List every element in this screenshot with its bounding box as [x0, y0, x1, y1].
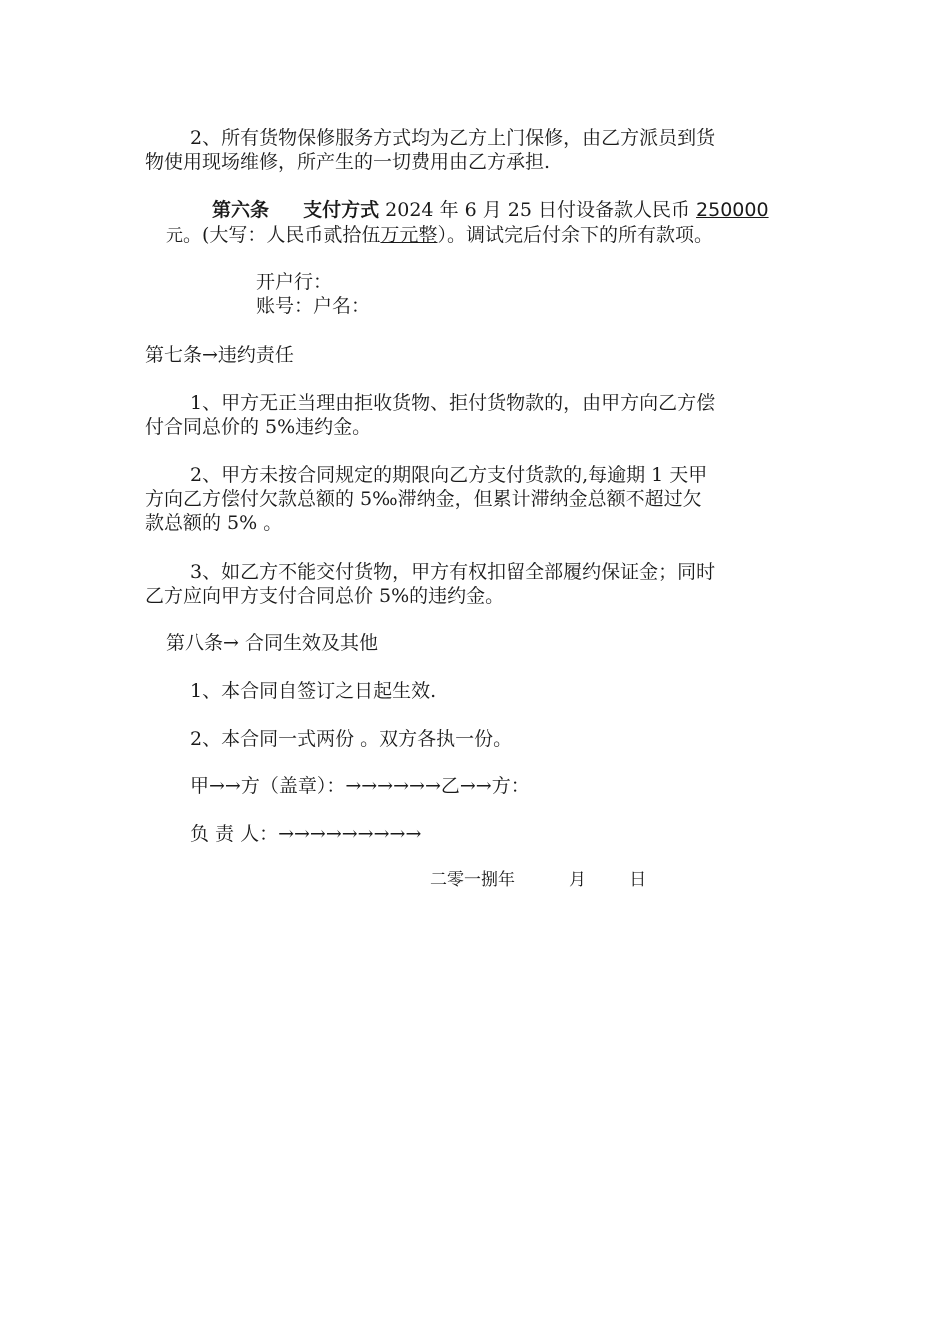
liability-item3-line2: 乙方应向甲方支付合同总价 5%的违约金。 — [145, 585, 505, 607]
liability-item2-line1: 2、甲方未按合同规定的期限向乙方支付货款的,每逾期 1 天甲 — [190, 464, 708, 486]
effect-item1: 1、本合同自签订之日起生效. — [190, 680, 437, 702]
party-signature-line: 甲→→方（盖章）：→→→→→→乙→→方： — [190, 775, 530, 797]
effect-item2: 2、本合同一式两份 。双方各执一份。 — [190, 728, 513, 750]
signing-date: 二零一捌年 月 日 — [430, 870, 647, 890]
payment-date-text: 2024 年 6 月 25 日付设备款人民币 — [385, 199, 697, 221]
liability-item2-line3: 款总额的 5% 。 — [145, 512, 283, 534]
liability-item3-line1: 3、如乙方不能交付货物，甲方有权扣留全部履约保证金；同时 — [190, 561, 716, 583]
article-seven-heading: 第七条→违约责任 — [145, 344, 294, 366]
responsible-person-line: 负 责 人：→→→→→→→→→ — [190, 823, 422, 845]
article-six-title: 支付方式 — [303, 199, 380, 221]
payment-paragraph-line2 — [166, 223, 713, 248]
payment-paragraph-line1 — [212, 198, 769, 222]
warranty-item-line2: 物使用现场维修，所产生的一切费用由乙方承担. — [145, 151, 551, 173]
payment-words-suffix: ）。调试完后付余下的所有款项。 — [437, 224, 713, 246]
article-eight-heading: 第八条→ 合同生效及其他 — [166, 632, 378, 654]
article-six-heading: 第六条 — [212, 199, 270, 221]
liability-item2-line2: 方向乙方偿付欠款总额的 5‰滞纳金，但累计滞纳金总额不超过欠 — [145, 488, 702, 510]
payment-amount: 250000 — [696, 199, 769, 221]
bank-label: 开户行： — [256, 271, 333, 293]
liability-item1-line2: 付合同总价的 5%违约金。 — [145, 416, 372, 438]
payment-amount-words: 万元整 — [380, 224, 438, 246]
liability-item1-line1: 1、甲方无正当理由拒收货物、拒付货物款的，由甲方向乙方偿 — [190, 392, 716, 414]
payment-words-prefix: 。(大写：人民币贰拾伍 — [183, 224, 381, 246]
account-label: 账号：户名： — [256, 295, 371, 317]
payment-unit: 元 — [166, 226, 183, 246]
warranty-item-line1: 2、所有货物保修服务方式均为乙方上门保修，由乙方派员到货 — [190, 127, 716, 149]
